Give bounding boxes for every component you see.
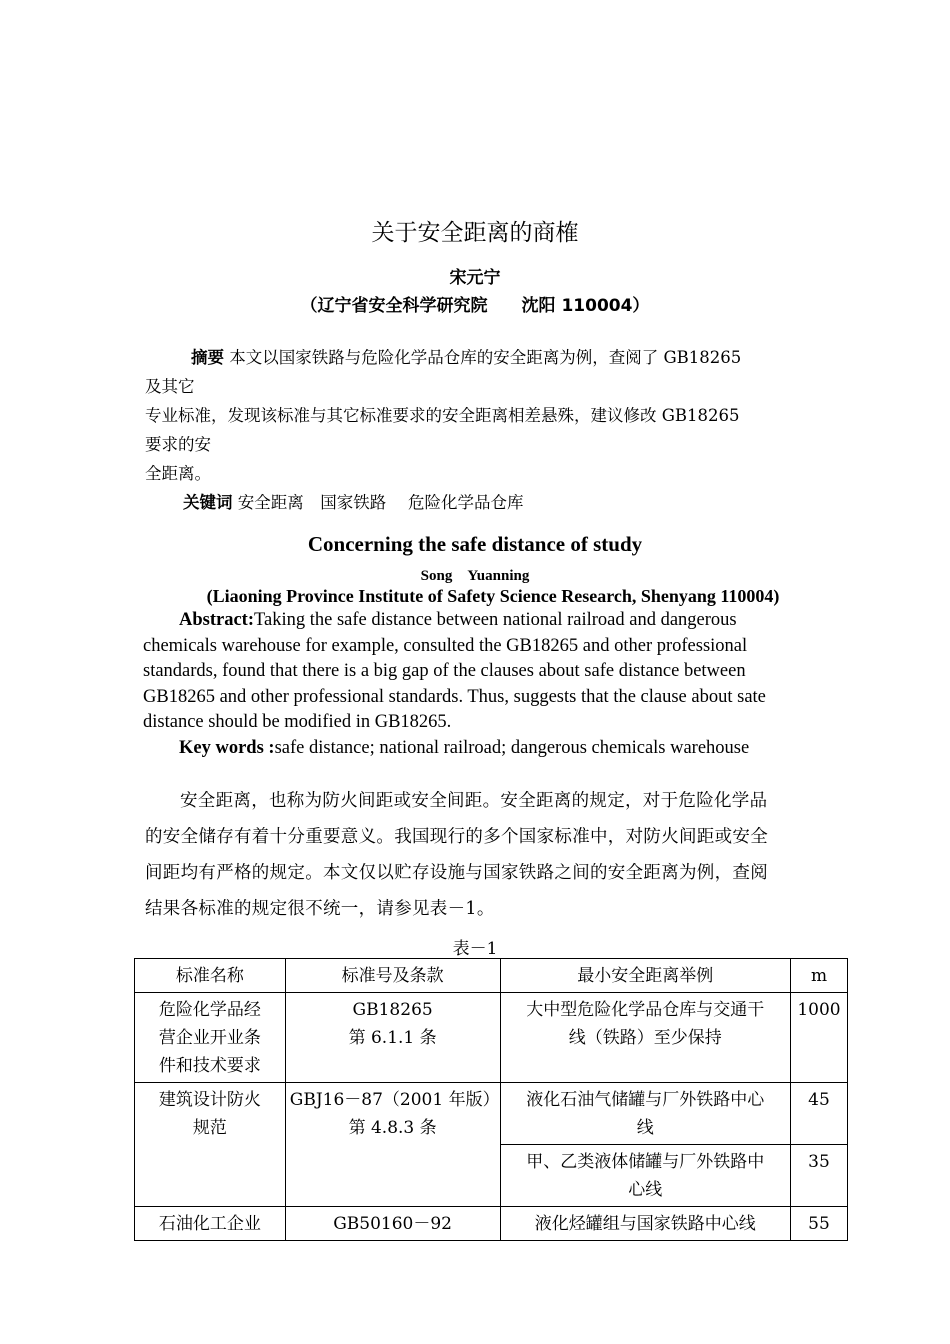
cell-distance-m: 1000 <box>791 993 848 1083</box>
cell-line: GB50160－92 <box>333 1214 453 1234</box>
abstract-en-line-3: standards, found that there is a big gap of the clauses about safe distance between <box>143 661 746 681</box>
keywords-en-label: Key words : <box>179 738 275 758</box>
cell-line: 大中型危险化学品仓库与交通干 <box>526 1000 765 1020</box>
cell-line: 液化烃罐组与国家铁路中心线 <box>534 1214 756 1234</box>
table-row <box>135 1083 848 1145</box>
author-en: Song Yuanning <box>420 568 530 584</box>
cell-line: 线 <box>636 1118 654 1138</box>
abstract-en-text: Taking the safe distance between national railroad and dangerous <box>254 610 737 630</box>
cell-line: 心线 <box>628 1180 663 1200</box>
abstract-cn-line-4: 要求的安 <box>145 435 211 454</box>
cell-line: GBJ16－87（2001 年版） <box>289 1090 500 1110</box>
cell-line: 建筑设计防火 <box>158 1090 261 1110</box>
header-min-distance-example: 最小安全距离举例 <box>500 959 791 993</box>
cell-line: 液化石油气储罐与厂外铁路中心 <box>526 1090 765 1110</box>
keywords-cn <box>183 492 524 514</box>
cell-line: 第 4.8.3 条 <box>348 1118 437 1138</box>
cell-line: 石油化工企业 <box>158 1214 261 1234</box>
keywords-cn-text: 安全距离 国家铁路 危险化学品仓库 <box>237 493 524 512</box>
cell-line: 营企业开业条 <box>158 1028 261 1048</box>
abstract-en-line-1 <box>179 610 737 631</box>
cell-standard-code <box>285 993 500 1083</box>
table-row <box>135 1207 848 1241</box>
cell-line: 规范 <box>192 1118 227 1138</box>
cell-standard-name <box>135 993 286 1083</box>
header-unit-m: m <box>791 959 848 993</box>
safety-distance-table <box>134 958 848 1241</box>
abstract-cn-line-5: 全距离。 <box>145 464 211 483</box>
body-line-1: 安全距离，也称为防火间距或安全间距。安全距离的规定，对于危险化学品 <box>180 791 768 811</box>
affiliation-en: (Liaoning Province Institute of Safety Science Research, Shenyang 110004) <box>206 586 780 606</box>
cell-line: 第 6.1.1 条 <box>348 1028 437 1048</box>
keywords-en <box>179 738 749 759</box>
abstract-cn-text: 本文以国家铁路与危险化学品仓库的安全距离为例，查阅了 GB18265 <box>229 348 742 367</box>
cell-standard-name <box>135 1207 286 1241</box>
title-cn: 关于安全距离的商榷 <box>371 220 579 246</box>
cell-distance-m: 55 <box>791 1207 848 1241</box>
header-standard-name: 标准名称 <box>135 959 286 993</box>
abstract-en-line-5: distance should be modified in GB18265. <box>143 712 452 732</box>
abstract-cn-line-3: 专业标准，发现该标准与其它标准要求的安全距离相差悬殊，建议修改 GB18265 <box>145 406 740 425</box>
cell-standard-code <box>285 1207 500 1241</box>
abstract-en-label: Abstract: <box>179 610 255 630</box>
body-line-4: 结果各标准的规定很不统一，请参见表－1。 <box>145 899 495 919</box>
table-header-row <box>135 959 848 993</box>
cell-distance-example <box>500 1083 791 1145</box>
cell-line: 甲、乙类液体储罐与厂外铁路中 <box>526 1152 765 1172</box>
abstract-en-line-4: GB18265 and other professional standards. Thus, suggests that the clause about sate <box>143 687 766 707</box>
abstract-cn-line-1 <box>191 347 741 369</box>
cell-distance-m: 45 <box>791 1083 848 1145</box>
abstract-cn-label: 摘要 <box>191 348 224 367</box>
affiliation-cn: （辽宁省安全科学研究院 沈阳 110004） <box>300 296 650 316</box>
abstract-cn-line-2: 及其它 <box>145 377 195 396</box>
author-cn: 宋元宁 <box>449 268 501 288</box>
cell-standard-name <box>135 1083 286 1207</box>
title-en: Concerning the safe distance of study <box>307 532 643 556</box>
abstract-en-line-2: chemicals warehouse for example, consulted the GB18265 and other professional <box>143 636 748 656</box>
body-line-3: 间距均有严格的规定。本文仅以贮存设施与国家铁路之间的安全距离为例，查阅 <box>145 863 768 883</box>
cell-distance-example <box>500 1145 791 1207</box>
cell-distance-m: 35 <box>791 1145 848 1207</box>
body-line-2: 的安全储存有着十分重要意义。我国现行的多个国家标准中，对防火间距或安全 <box>145 827 768 847</box>
cell-line: 件和技术要求 <box>158 1056 261 1076</box>
keywords-cn-label: 关键词 <box>183 493 233 512</box>
table-row <box>135 993 848 1083</box>
table-caption: 表－1 <box>452 939 498 959</box>
cell-standard-code <box>285 1083 500 1207</box>
header-standard-code: 标准号及条款 <box>285 959 500 993</box>
cell-line: 线（铁路）至少保持 <box>568 1028 722 1048</box>
keywords-en-text: safe distance; national railroad; dangerous chemicals warehouse <box>274 738 750 758</box>
cell-line: GB18265 <box>352 1000 433 1020</box>
cell-distance-example <box>500 1207 791 1241</box>
cell-distance-example <box>500 993 791 1083</box>
cell-line: 危险化学品经 <box>158 1000 261 1020</box>
